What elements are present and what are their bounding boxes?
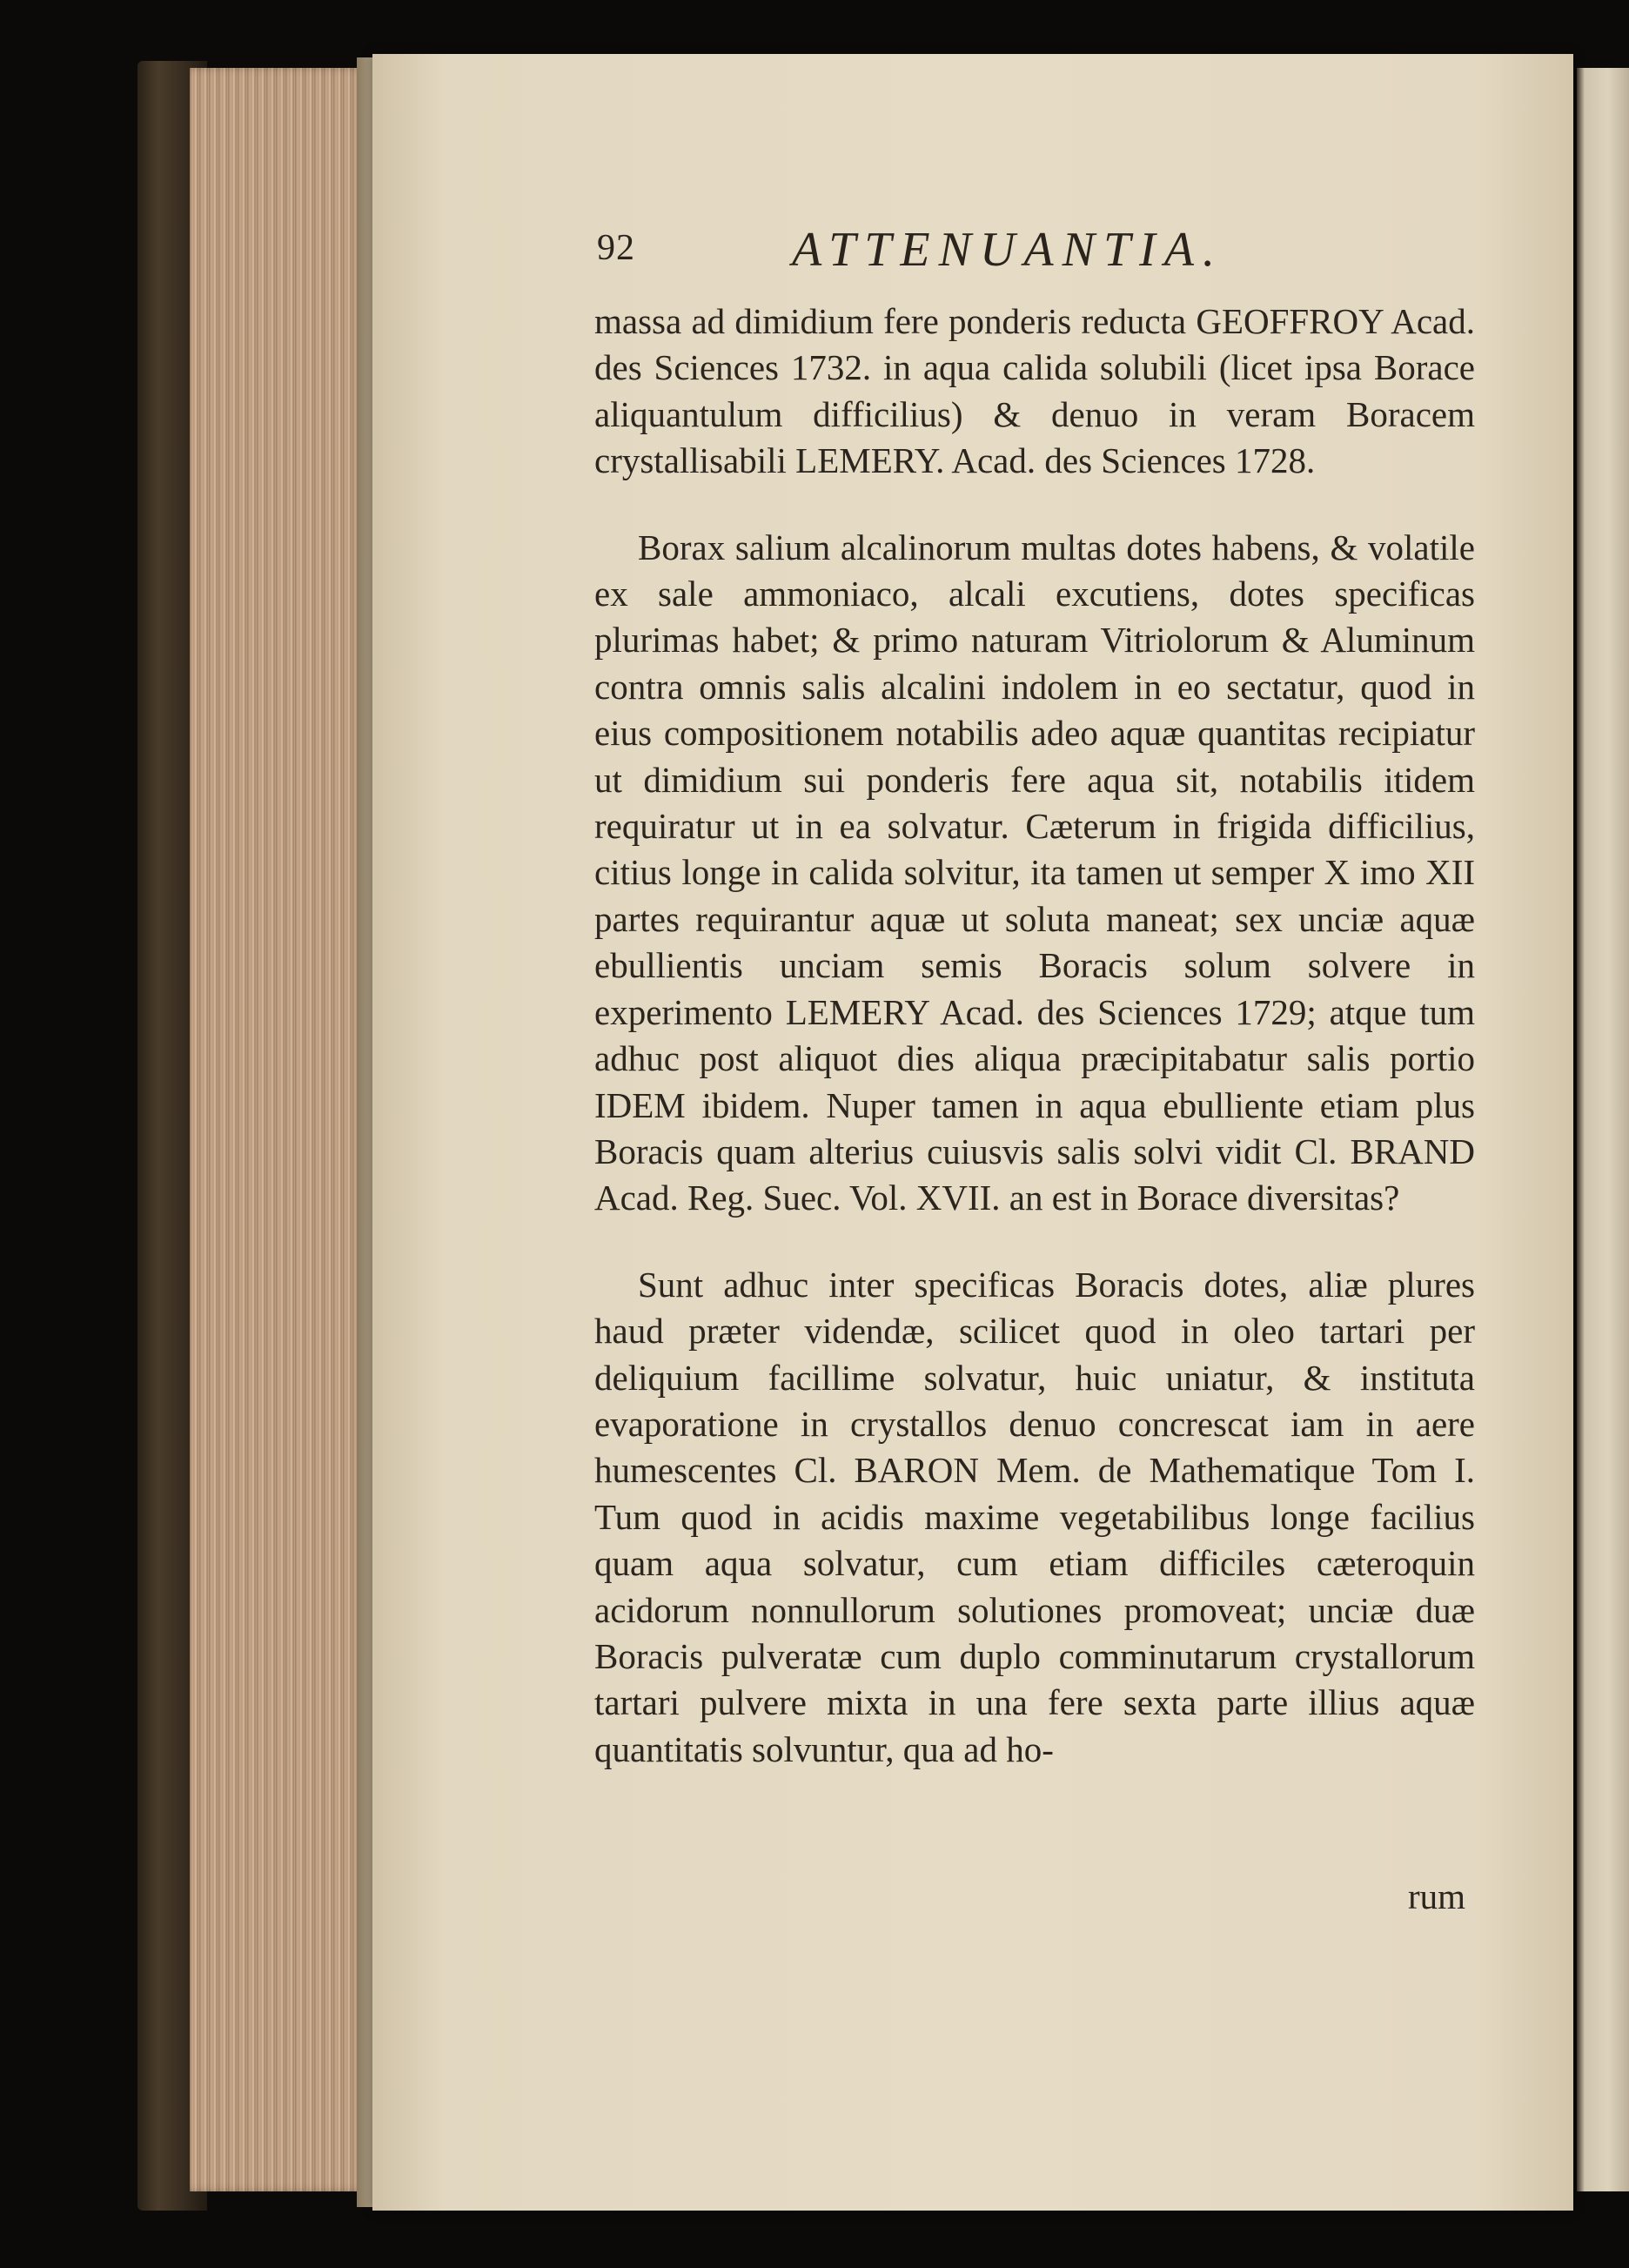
facing-page-edge [1577, 68, 1629, 2191]
page-edges [190, 68, 372, 2191]
text-block [594, 299, 1475, 1773]
paragraph-3: Sunt adhuc inter specificas Boracis dotes, aliæ plures haud præter videndæ, scilicet quod in oleo tartari per deliquium facillime solvatur, huic uniatur, & instituta evaporatione in crystallos denuo concrescat iam in aere humescentes Cl. BARON Mem. de Mathematique Tom I. Tum quod in acidis maxime vegetabilibus longe facilius quam aqua solvatur, cum etiam difficiles cæteroquin acidorum nonnullorum solutiones promoveat; unciæ duæ Boracis pulveratæ cum duplo comminutarum crystallorum tartari pulvere mixta in una fere sexta parte illius aquæ quantitatis solvuntur, qua ad ho- [594, 1264, 1475, 1769]
paragraph-1: massa ad dimidium fere ponderis reducta GEOFFROY Acad. des Sciences 1732. in aqua calida solubili (licet ipsa Borace aliquantulum difficilius) & denuo in veram Boracem crystallisabili LEMERY. Acad. des Sciences 1728. [594, 301, 1475, 481]
running-head [597, 222, 1467, 278]
page-title: ATTENUANTIA. [792, 223, 1223, 277]
paragraph-2: Borax salium alcalinorum multas dotes habens, & volatile ex sale ammoniaco, alcali excutiens, dotes specificas plurimas habet; & primo naturam Vitriolorum & Aluminum contra omnis salis alcalini indolem in eo sectatur, quod in eius compositionem notabilis adeo aquæ quantitas recipiatur ut dimidium sui ponderis fere aqua sit, notabilis itidem requiratur ut in ea solvatur. Cæterum in frigida difficilius, citius longe in calida solvitur, ita tamen ut semper X imo XII partes requirantur aquæ ut soluta maneat; sex unciæ aquæ ebullientis unciam semis Boracis solum solvere in experimento LEMERY Acad. des Sciences 1729; atque tum adhuc post aliquot dies aliqua præcipitabatur salis portio IDEM ibidem. Nuper tamen in aqua ebulliente etiam plus Boracis quam alterius cuiusvis salis solvi vidit Cl. BRAND Acad. Reg. Suec. Vol. XVII. an est in Borace diversitas? [594, 527, 1475, 1218]
page-number: 92 [597, 228, 635, 268]
catchword: rum [1408, 1876, 1466, 1916]
